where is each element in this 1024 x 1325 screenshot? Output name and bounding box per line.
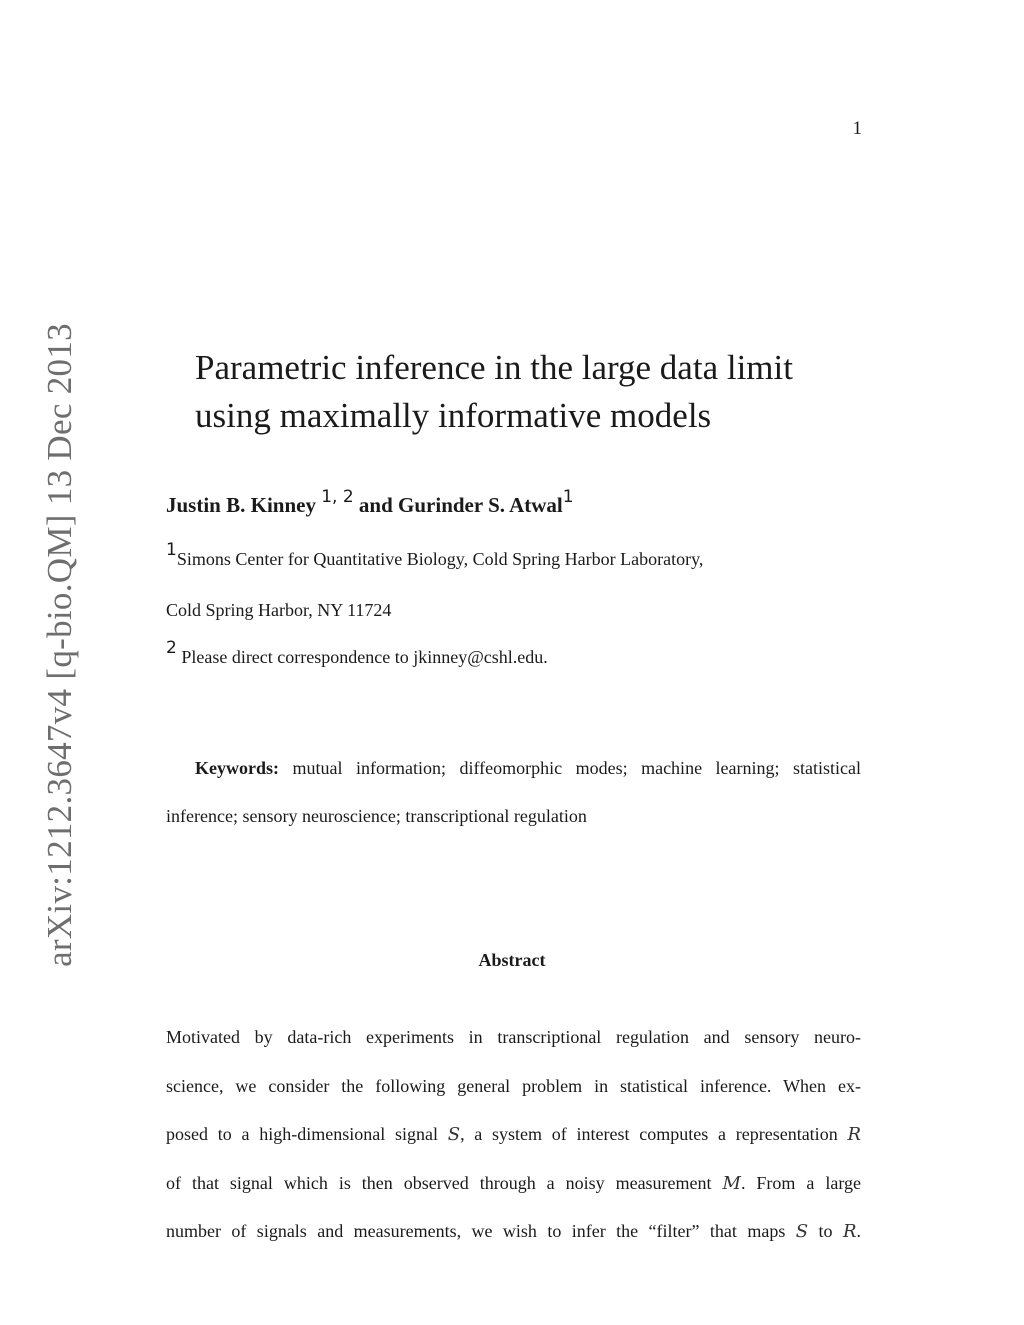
affiliation-1 bbox=[166, 540, 704, 570]
correspondence-note: Please direct correspondence to jkinney@cshl.edu. bbox=[181, 647, 548, 667]
author-name-2: Gurinder S. Atwal bbox=[398, 493, 563, 517]
paper-title bbox=[195, 344, 895, 440]
abstract-line bbox=[166, 1110, 861, 1159]
math-symbol-r: R bbox=[842, 1221, 857, 1242]
author-1-affiliation-marks: 1, 2 bbox=[321, 487, 354, 507]
author-list bbox=[166, 487, 574, 518]
author-name-1: Justin B. Kinney bbox=[166, 493, 316, 517]
abstract-body bbox=[166, 1013, 861, 1256]
abstract-line bbox=[166, 1207, 861, 1256]
abstract-line: science, we consider the following general problem in statistical inference. When ex- bbox=[166, 1075, 861, 1096]
abstract-text: number of signals and measurements, we wish to infer the “filter” that maps bbox=[166, 1221, 786, 1241]
abstract-text: , a system of interest computes a representation bbox=[460, 1124, 838, 1144]
abstract-text: . bbox=[856, 1221, 862, 1241]
page-number: 1 bbox=[852, 118, 862, 139]
abstract-text: to bbox=[818, 1221, 833, 1241]
abstract-line: Motivated by data-rich experiments in transcriptional regulation and sensory neuro- bbox=[166, 1027, 861, 1047]
math-symbol-s: S bbox=[447, 1124, 461, 1145]
math-symbol-m: M bbox=[722, 1172, 741, 1194]
paper-title-line-2: using maximally informative models bbox=[195, 396, 712, 435]
author-conjunction: and bbox=[358, 493, 393, 517]
abstract-text: of that signal which is then observed through a noisy measurement bbox=[166, 1172, 712, 1193]
keywords-label: Keywords: bbox=[195, 758, 279, 778]
abstract-line bbox=[166, 1159, 861, 1208]
affiliation-2 bbox=[166, 638, 548, 668]
paper-title-line-1: Parametric inference in the large data limit bbox=[195, 348, 793, 387]
arxiv-identifier-stamp: arXiv:1212.3647v4 [q-bio.QM] 13 Dec 2013 bbox=[40, 323, 79, 967]
affiliation-1-address: Cold Spring Harbor, NY 11724 bbox=[166, 600, 392, 620]
author-2-affiliation-mark: 1 bbox=[562, 487, 574, 507]
math-symbol-s: S bbox=[795, 1221, 809, 1242]
math-symbol-r: R bbox=[847, 1124, 862, 1145]
affiliation-1-mark: 1 bbox=[166, 540, 177, 560]
keywords-paragraph bbox=[166, 744, 861, 840]
affiliation-2-mark: 2 bbox=[166, 638, 177, 658]
abstract-text: . From a large bbox=[740, 1172, 861, 1193]
abstract-text: posed to a high-dimensional signal bbox=[166, 1124, 438, 1144]
affiliation-1-text: Simons Center for Quantitative Biology, Cold Spring Harbor Laboratory, bbox=[176, 549, 704, 569]
keywords-text: mutual information; diffeomorphic modes; machine learning; statistical inference; sensory neuroscience; transcriptional regulation bbox=[166, 758, 861, 826]
abstract-heading: Abstract bbox=[478, 950, 546, 970]
